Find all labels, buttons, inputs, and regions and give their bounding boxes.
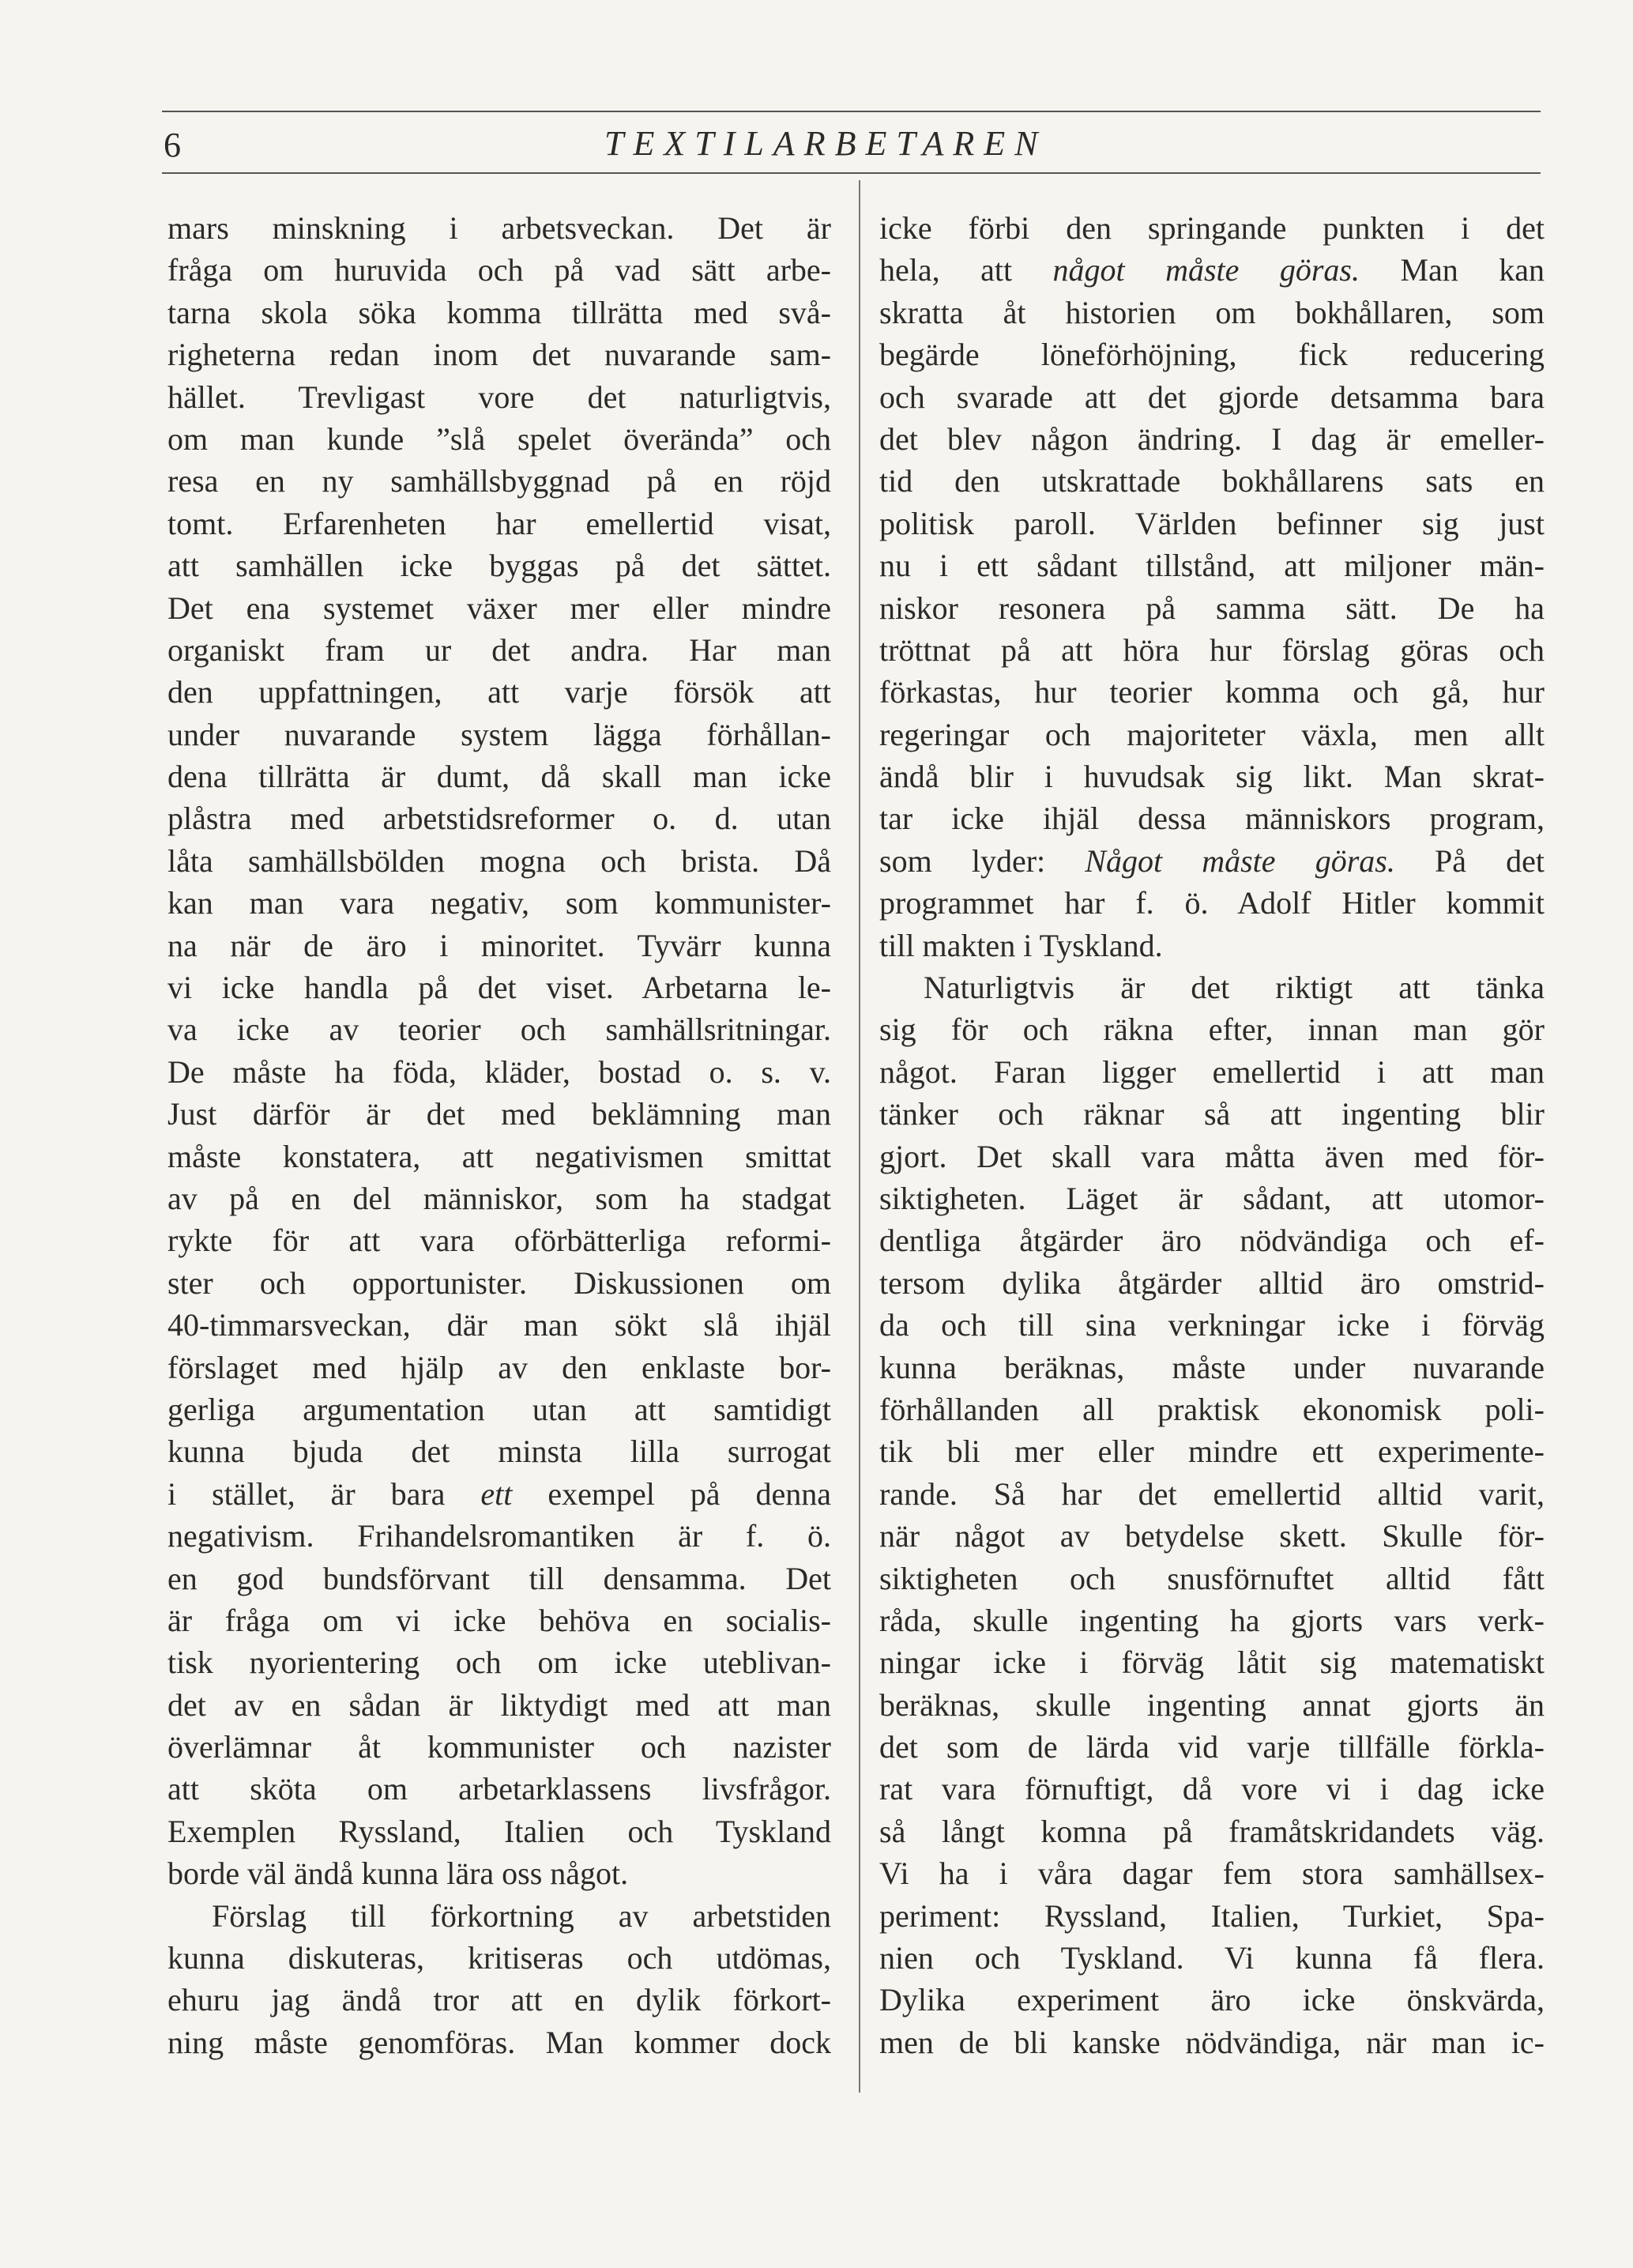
text-line: en god bundsförvant till densamma. Det: [167, 1560, 831, 1596]
text-line: [167, 1473, 831, 1515]
text-line: mars minskning i arbetsveckan. Det är: [167, 210, 831, 246]
text-line: det av en sådan är liktydigt med att man: [167, 1686, 831, 1723]
text-line: [879, 249, 1545, 291]
right-text-column: [879, 207, 1545, 2063]
text-line: nu i ett sådant tillstånd, att miljoner män-: [879, 548, 1545, 584]
text-line: till makten i Tyskland.: [879, 927, 1163, 963]
text-line: tik bli mer eller mindre ett experimente-: [879, 1434, 1545, 1470]
text-line: överlämnar åt kommunister och nazister: [167, 1729, 831, 1765]
text-line: borde väl ändå kunna lära oss något.: [167, 1855, 629, 1892]
text-line: måste konstatera, att negativismen smittat: [167, 1138, 831, 1174]
text-line: av på en del människor, som ha stadgat: [167, 1180, 831, 1216]
text-line: den uppfattningen, att varje försök att: [167, 674, 831, 710]
text-line: De måste ha föda, kläder, bostad o. s. v.: [167, 1053, 831, 1090]
text-line: fråga om huruvida och på vad sätt arbe-: [167, 252, 831, 288]
text-line: rande. Så har det emellertid alltid varit,: [879, 1475, 1545, 1512]
text-line: tar icke ihjäl dessa människors program,: [879, 801, 1545, 837]
text-line: negativism. Frihandelsromantiken är f. ö.: [167, 1518, 831, 1554]
emphasized-text: något måste göras.: [1052, 252, 1360, 288]
text-line: tröttnat på att höra hur förslag göras och: [879, 631, 1545, 668]
text-line: förslaget med hjälp av den enklaste bor-: [167, 1349, 831, 1385]
text-line: Dylika experiment äro icke önskvärda,: [879, 1982, 1545, 2018]
text-line: rykte för att vara oförbätterliga reformi-: [167, 1223, 831, 1259]
text-line: regeringar och majoriteter växla, men allt: [879, 716, 1545, 752]
text-line: men de bli kanske nödvändiga, när man ic-: [879, 2024, 1545, 2060]
text-line: ändå blir i huvudsak sig likt. Man skrat-: [879, 759, 1545, 795]
text-line: resa en ny samhällsbyggnad på en röjd: [167, 463, 831, 499]
text-line: när något av betydelse skett. Skulle för-: [879, 1518, 1545, 1554]
text-line: tid den utskrattade bokhållarens sats en: [879, 463, 1545, 499]
text-line: under nuvarande system lägga förhållan-: [167, 716, 831, 752]
text-line: dena tillrätta är dumt, då skall man icke: [167, 759, 831, 795]
text-line: är fråga om vi icke behöva en socialis-: [167, 1602, 831, 1638]
text-run: i stället, är bara: [167, 1475, 481, 1512]
text-line: ning måste genomföras. Man kommer dock: [167, 2024, 831, 2060]
text-line: förhållanden all praktisk ekonomisk poli-: [879, 1391, 1545, 1427]
text-line: låta samhällsbölden mogna och brista. Då: [167, 842, 831, 879]
text-line: niskor resonera på samma sätt. De ha: [879, 590, 1545, 626]
text-line: siktigheten och snusförnuftet alltid fått: [879, 1560, 1545, 1596]
page-header: [162, 119, 1541, 166]
text-line: kunna bjuda det minsta lilla surrogat: [167, 1434, 831, 1470]
text-line: förkastas, hur teorier komma och gå, hur: [879, 674, 1545, 710]
text-line: vi icke handla på det viset. Arbetarna le-: [167, 970, 831, 1006]
text-run: exempel på denna: [512, 1475, 832, 1512]
text-line: det som de lärda vid varje tillfälle förkla-: [879, 1729, 1545, 1765]
header-rule-top: [162, 111, 1541, 112]
text-line: att samhällen icke byggas på det sättet.: [167, 548, 831, 584]
text-line: programmet har f. ö. Adolf Hitler kommit: [879, 885, 1545, 921]
text-line: och svarade att det gjorde detsamma bara: [879, 379, 1545, 415]
text-line: kan man vara negativ, som kommunister-: [167, 885, 831, 921]
left-text-column: [167, 207, 831, 2063]
text-line: hället. Trevligast vore det naturligtvis,: [167, 379, 831, 415]
text-line: det blev någon ändring. I dag är emeller-: [879, 420, 1545, 457]
text-line: beräknas, skulle ingenting annat gjorts än: [879, 1686, 1545, 1723]
text-line: tänker och räknar så att ingenting blir: [879, 1096, 1545, 1132]
text-line: ehuru jag ändå tror att en dylik förkort-: [167, 1982, 831, 2018]
text-line: Exemplen Ryssland, Italien och Tyskland: [167, 1813, 831, 1849]
text-run: På det: [1394, 842, 1545, 879]
text-line: gerliga argumentation utan att samtidigt: [167, 1391, 831, 1427]
text-line: siktigheten. Läget är sådant, att utomor-: [879, 1180, 1545, 1216]
text-line: Förslag till förkortning av arbetstiden: [212, 1897, 831, 1934]
text-line: 40-timmarsveckan, där man sökt slå ihjäl: [167, 1307, 831, 1343]
text-line: organiskt fram ur det andra. Har man: [167, 631, 831, 668]
header-rule-bottom: [162, 172, 1541, 174]
text-line: politisk paroll. Världen befinner sig just: [879, 505, 1545, 541]
text-line: na när de äro i minoritet. Tyvärr kunna: [167, 927, 831, 963]
text-line: icke förbi den springande punkten i det: [879, 210, 1545, 246]
page-number: 6: [164, 126, 181, 164]
emphasized-text: ett: [480, 1475, 513, 1512]
emphasized-text: Något måste göras.: [1085, 842, 1395, 879]
text-line: gjort. Det skall vara måtta även med för-: [879, 1138, 1545, 1174]
text-line: rat vara förnuftigt, då vore vi i dag icke: [879, 1771, 1545, 1807]
text-line: periment: Ryssland, Italien, Turkiet, Spa-: [879, 1897, 1545, 1934]
text-line: Det ena systemet växer mer eller mindre: [167, 590, 831, 626]
text-line: kunna diskuteras, kritiseras och utdömas,: [167, 1940, 831, 1976]
text-line: Just därför är det med beklämning man: [167, 1096, 831, 1132]
text-line: sig för och räkna efter, innan man gör: [879, 1012, 1545, 1048]
text-line: att sköta om arbetarklassens livsfrågor.: [167, 1771, 831, 1807]
text-line: Vi ha i våra dagar fem stora samhällsex-: [879, 1855, 1545, 1892]
text-line: tersom dylika åtgärder alltid äro omstrid-: [879, 1264, 1545, 1301]
text-run: hela, att: [879, 252, 1053, 288]
text-line: da och till sina verkningar icke i förväg: [879, 1307, 1545, 1343]
text-line: dentliga åtgärder äro nödvändiga och ef-: [879, 1223, 1545, 1259]
text-line: [879, 840, 1545, 882]
running-title: TEXTILARBETAREN: [604, 124, 1048, 163]
text-line: plåstra med arbetstidsreformer o. d. utan: [167, 801, 831, 837]
text-run: Man kan: [1360, 252, 1545, 288]
text-line: tisk nyorientering och om icke uteblivan-: [167, 1644, 831, 1681]
text-line: nien och Tyskland. Vi kunna få flera.: [879, 1940, 1545, 1976]
text-line: skratta åt historien om bokhållaren, som: [879, 294, 1545, 330]
text-line: va icke av teorier och samhällsritningar.: [167, 1012, 831, 1048]
text-line: om man kunde ”slå spelet överända” och: [167, 420, 831, 457]
text-line: ningar icke i förväg låtit sig matematiskt: [879, 1644, 1545, 1681]
text-line: något. Faran ligger emellertid i att man: [879, 1053, 1545, 1090]
text-line: ster och opportunister. Diskussionen om: [167, 1264, 831, 1301]
text-line: så långt komna på framåtskridandets väg.: [879, 1813, 1545, 1849]
text-line: råda, skulle ingenting ha gjorts vars verk-: [879, 1602, 1545, 1638]
text-line: Naturligtvis är det riktigt att tänka: [924, 970, 1545, 1006]
text-line: begärde löneförhöjning, fick reducering: [879, 337, 1545, 373]
text-line: righeterna redan inom det nuvarande sam-: [167, 337, 831, 373]
text-line: tomt. Erfarenheten har emellertid visat,: [167, 505, 831, 541]
text-run: som lyder:: [879, 842, 1086, 879]
text-line: kunna beräknas, måste under nuvarande: [879, 1349, 1545, 1385]
text-line: tarna skola söka komma tillrätta med svå-: [167, 294, 831, 330]
column-divider: [859, 180, 860, 2093]
